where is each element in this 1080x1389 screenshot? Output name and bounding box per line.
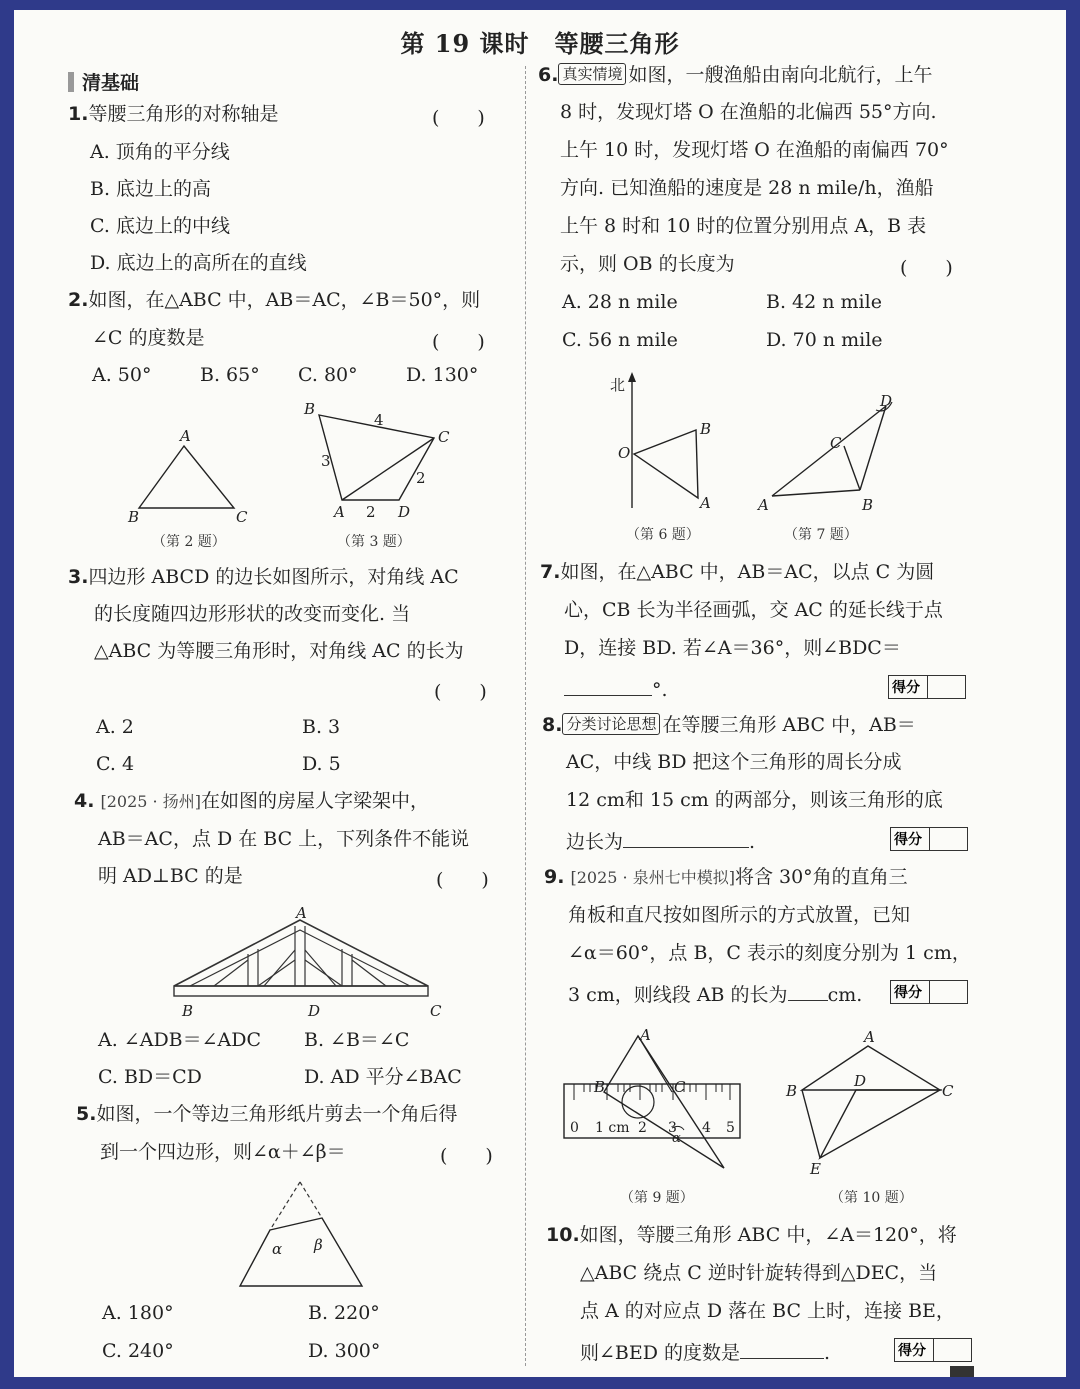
section-title: 清基础 [82,72,140,94]
label-c: C [430,1002,442,1020]
q6-line3: 上午 10 时，发现灯塔 O 在渔船的南偏西 70° [560,139,949,161]
q10-text4: 则∠BED 的度数是 [580,1342,741,1364]
label-d: D [398,503,411,521]
label-o: O [618,444,631,462]
q10-number: 10. [546,1224,580,1246]
q5-number: 5. [76,1103,97,1125]
score-field[interactable] [929,828,930,850]
tick-3: 3 [668,1120,677,1136]
label-a: A [640,1026,651,1044]
q3-text1: 四边形 ABCD 的边长如图所示，对角线 AC [88,566,459,588]
q6-number: 6. [538,64,559,86]
q8-tail: . [749,831,756,853]
label-a: A [296,904,307,922]
line-ad [772,406,886,496]
page-number-tab [950,1366,974,1377]
label-d: D [880,392,893,410]
q4-option-a: A. ∠ADB＝∠ADC [98,1029,262,1051]
truss-brace [305,960,342,986]
q4-line2: AB＝AC，点 D 在 BC 上，下列条件不能说 [98,828,470,850]
q4-number: 4. [74,790,95,812]
q8-score-box [890,827,968,851]
triangle-abc [802,1046,940,1090]
q10-score-box [894,1338,972,1362]
q4-line3: 明 AD⊥BC 的是 [98,865,243,887]
q7-line1 [540,561,934,584]
q10-line1 [546,1224,957,1247]
q1-number: 1. [68,103,89,125]
triangle-oab [634,430,698,498]
label-d: D [854,1072,867,1090]
label-b: B [786,1082,798,1100]
label-c: C [674,1078,686,1096]
label-c: C [236,508,248,526]
q5-text1: 如图，一个等边三角形纸片剪去一个角后得 [96,1103,458,1125]
q3-option-b: B. 3 [302,716,341,738]
column-divider [525,66,526,1366]
q10-blank[interactable] [740,1338,824,1359]
worksheet-page [14,10,1066,1377]
q9-line3: ∠α＝60°，点 B，C 表示的刻度分别为 1 cm， [568,942,971,964]
figure-q7-triangle [752,380,902,515]
ruler [564,1084,740,1138]
q9-number: 9. [544,866,565,888]
q4-option-b: B. ∠B＝∠C [304,1029,410,1051]
figure-q9-ruler-triangle [560,1020,750,1170]
label-alpha: α [272,1240,283,1258]
truss-brace [305,950,336,986]
score-label: 得分 [898,1343,926,1359]
q6-line5: 上午 8 时和 10 时的位置分别用点 A，B 表 [560,215,927,237]
figure-q6-caption: （第 6 题） [626,527,700,543]
q3-line1 [68,566,459,589]
label-c: C [830,434,842,452]
q3-option-a: A. 2 [96,716,134,738]
tick-1: 1 cm [595,1120,630,1136]
figure-q6-navigation [608,370,718,510]
q4-line1 [74,790,429,813]
q9-tail: cm. [827,984,863,1006]
q9-score-box [890,980,968,1004]
q1-text: 等腰三角形的对称轴是 [88,103,279,125]
q1-option-b: B. 底边上的高 [90,178,212,200]
q6-line1 [538,63,932,87]
label-c: C [438,428,450,446]
length-bc: 4 [374,411,384,429]
cut-corner-right [300,1182,322,1218]
label-b: B [594,1078,606,1096]
q4-source: [2025 · 扬州] [100,792,201,811]
q7-line2: 心，CB 长为半径画弧，交 AC 的延长线于点 [564,599,943,621]
q10-tail: . [824,1342,831,1364]
q6-tag: 真实情境 [558,63,626,85]
q4-answer-paren: ( ) [436,869,489,891]
q4-option-d: D. AD 平分∠BAC [304,1066,462,1088]
q5-option-c: C. 240° [102,1340,174,1362]
figure-q9-caption: （第 9 题） [620,1190,694,1206]
q5-line1 [76,1103,457,1126]
length-ad: 2 [366,503,376,521]
figure-q3-caption: （第 3 题） [337,534,411,550]
figure-q10-rotation [780,1028,960,1178]
q9-blank[interactable] [788,980,828,1001]
q8-line4 [566,827,755,854]
triangle-abc [139,446,234,508]
figure-q7-caption: （第 7 题） [784,527,858,543]
figure-q3-quadrilateral [304,400,454,520]
q3-number: 3. [68,566,89,588]
figure-q2-caption: （第 2 题） [152,534,226,550]
q7-line3: D，连接 BD. 若∠A＝36°，则∠BDC＝ [564,637,901,659]
label-a: A [758,496,769,514]
label-a: A [334,503,345,521]
q8-line3: 12 cm和 15 cm 的两部分，则该三角形的底 [566,789,943,811]
q10-line3: 点 A 的对应点 D 落在 BC 上时，连接 BE， [580,1300,955,1322]
label-b: B [862,496,874,514]
q3-line2: 的长度随四边形形状的改变而变化. 当 [94,603,411,625]
score-label: 得分 [894,832,922,848]
length-cd: 2 [416,469,426,487]
quadrilateral [240,1218,362,1286]
q6-text1: 如图，一艘渔船由南向北航行，上午 [628,64,933,86]
label-a: A [700,494,711,512]
q7-blank[interactable] [564,675,652,696]
q8-number: 8. [542,714,563,736]
q6-answer-paren: ( ) [900,257,953,279]
tick-4: 4 [702,1120,711,1136]
q2-text1: 如图，在△ABC 中，AB＝AC，∠B＝50°，则 [88,289,481,311]
q1-stem [68,103,278,126]
section-bar [68,72,74,92]
q9-line2: 角板和直尺按如图所示的方式放置，已知 [568,904,911,926]
line-be [802,1090,820,1158]
label-e: E [810,1160,821,1178]
truss-inner [190,930,410,986]
q5-answer-paren: ( ) [440,1145,493,1167]
q6-line4: 方向. 已知渔船的速度是 28 n mile/h，渔船 [560,177,934,199]
q3-option-d: D. 5 [302,753,341,775]
q5-line2: 到一个四边形，则∠α＋∠β＝ [100,1141,346,1163]
figure-q4-roof-truss [164,904,454,1020]
q9-text4: 3 cm，则线段 AB 的长为 [568,984,788,1006]
q3-option-c: C. 4 [96,753,135,775]
q2-line2: ∠C 的度数是 [92,327,205,349]
q6-option-c: C. 56 n mile [562,329,678,351]
truss-beam [174,986,428,996]
q8-text1: 在等腰三角形 ABC 中，AB＝ [662,714,916,736]
line-bd [860,406,886,490]
q10-line4 [580,1338,830,1365]
section-heading [68,68,139,95]
q8-line1 [542,713,916,737]
score-label: 得分 [892,680,920,696]
figure-q2-triangle [124,427,254,526]
north-arrow-icon [628,372,636,382]
label-b: B [700,420,712,438]
label-north: 北 [610,376,626,394]
q7-score-box [888,675,966,699]
q1-answer-paren: ( ) [432,107,485,129]
tick-2: 2 [638,1120,647,1136]
label-b: B [128,508,140,526]
label-beta: β [314,1236,323,1254]
q5-option-a: A. 180° [102,1302,174,1324]
q9-text1: 将含 30°角的直角三 [734,866,908,888]
q2-option-a: A. 50° [92,364,152,386]
q8-tag: 分类讨论思想 [562,713,660,735]
q6-option-d: D. 70 n mile [766,329,883,351]
q5-option-b: B. 220° [308,1302,380,1324]
q2-option-b: B. 65° [200,364,260,386]
q4-text1: 在如图的房屋人字梁架中， [200,790,429,812]
label-c: C [942,1082,954,1100]
q10-text1: 如图，等腰三角形 ABC 中，∠A＝120°，将 [579,1224,957,1246]
q8-text4: 边长为 [566,831,624,853]
label-d: D [308,1002,321,1020]
q2-answer-paren: ( ) [432,331,485,353]
line-ab [772,490,860,496]
score-field[interactable] [927,676,928,698]
q7-tail: °. [652,679,668,701]
q3-line3: △ABC 为等腰三角形时，对角线 AC 的长为 [94,640,464,662]
q8-line2: AC，中线 BD 把这个三角形的周长分成 [566,751,902,773]
q7-text1: 如图，在△ABC 中，AB＝AC，以点 C 为圆 [560,561,935,583]
figure-q10-caption: （第 10 题） [830,1190,913,1206]
q1-option-a: A. 顶角的平分线 [90,141,230,163]
q6-line6: 示，则 OB 的长度为 [560,253,735,275]
q7-number: 7. [540,561,561,583]
label-alpha: α [672,1131,681,1146]
score-field[interactable] [933,1339,934,1361]
label-a: A [864,1028,875,1046]
score-field[interactable] [929,981,930,1003]
label-b: B [304,400,316,418]
q1-option-c: C. 底边上的中线 [90,215,230,237]
q2-number: 2. [68,289,89,311]
q9-line4 [568,980,862,1007]
q10-line2: △ABC 绕点 C 逆时针旋转得到△DEC，当 [580,1262,938,1284]
label-a: A [180,427,191,445]
q9-source: [2025 · 泉州七中模拟] [570,868,735,887]
q6-option-b: B. 42 n mile [766,291,882,313]
q5-option-d: D. 300° [308,1340,381,1362]
q6-line2: 8 时，发现灯塔 O 在渔船的北偏西 55°方向. [560,101,937,123]
q4-option-c: C. BD＝CD [98,1066,202,1088]
truss-brace [258,960,295,986]
figure-q5-cut-triangle [234,1178,374,1293]
q2-option-c: C. 80° [298,364,358,386]
tick-0: 0 [570,1120,579,1136]
score-label: 得分 [894,985,922,1001]
q9-line1 [544,866,908,889]
page-title: 第 19 课时 等腰三角形 [400,29,680,58]
triangle-dec [820,1090,940,1158]
line-cb [844,446,860,490]
q2-option-d: D. 130° [406,364,479,386]
q2-line1 [68,289,480,312]
truss-brace [352,960,386,986]
q1-option-d: D. 底边上的高所在的直线 [90,252,307,274]
q6-option-a: A. 28 n mile [562,291,678,313]
label-b: B [182,1002,194,1020]
cut-corner-left [270,1182,300,1230]
length-ab: 3 [321,452,331,470]
tick-5: 5 [726,1120,735,1136]
q8-blank[interactable] [623,827,749,848]
q3-answer-paren: ( ) [434,681,487,703]
q7-answer-line [564,675,668,702]
truss-brace [264,950,295,986]
truss-brace [214,960,248,986]
